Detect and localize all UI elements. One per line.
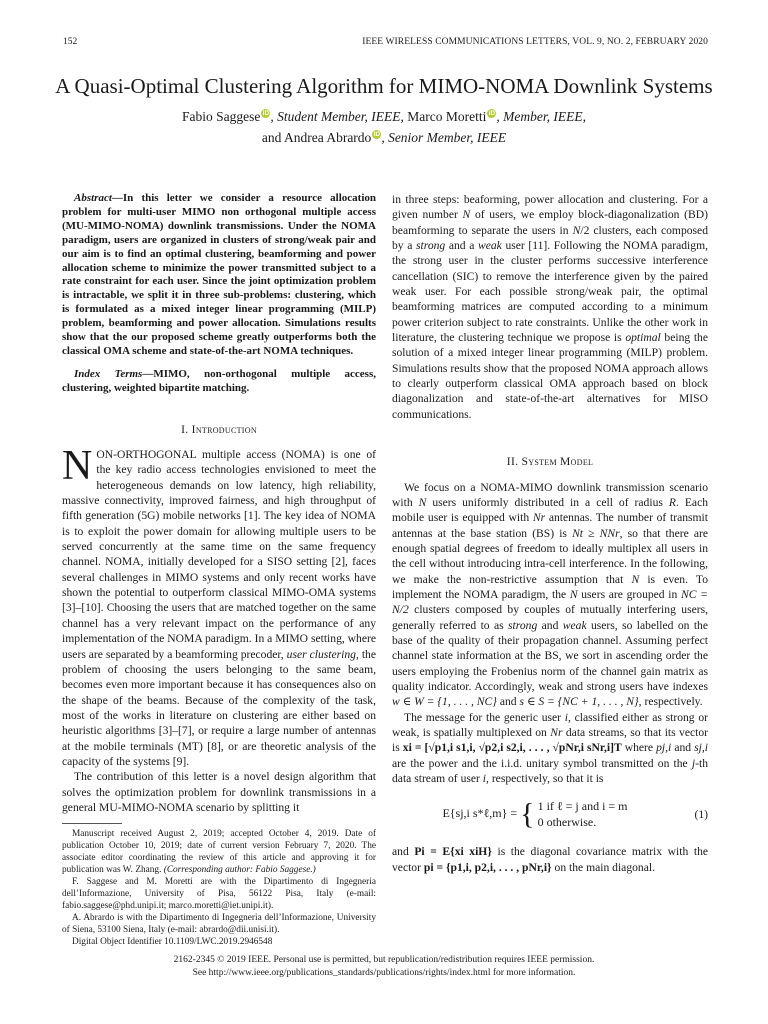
copyright-notice: 2162-2345 © 2019 IEEE. Personal use is permitted, but republication/redistribution requires IEEE permission. See http://www.ieee.org/publications_standards/publications/rights/index.html for more information. bbox=[173, 955, 595, 978]
author-name: Fabio Saggese bbox=[182, 109, 261, 124]
equation-number: (1) bbox=[694, 807, 708, 821]
right-column bbox=[392, 192, 708, 875]
section-heading-introduction: I. Introduction bbox=[181, 422, 257, 436]
system-model-paragraph: The message for the generic user i, classified either as strong or weak, is spatially multiplexed on Nr data streams, so that its vector is xi = [√p1,i s1,i, √p2,i s2,i, . . . , √pNr,i sNr,i]T where pj,i and sj,i are the power and the i.i.d. unitary symbol transmitted on the j-th data stream of user i, respectively, so that it is bbox=[392, 710, 709, 786]
equation-1 bbox=[392, 798, 708, 830]
orcid-icon[interactable]: iD bbox=[262, 110, 270, 117]
index-terms: Index Terms—MIMO, non-orthogonal multiple access, clustering, weighted bipartite matching. bbox=[62, 367, 376, 394]
author-membership: , Senior Member, IEEE bbox=[381, 130, 507, 145]
orcid-icon[interactable]: iD bbox=[373, 131, 381, 138]
author-name: Marco Moretti bbox=[403, 109, 487, 124]
system-model-paragraph: We focus on a NOMA-MIMO downlink transmission scenario with N users uniformly distributed in a cell of radius R. Each mobile user is equipped with Nr antennas. The number of transmit antennas at the base station (BS) is Nt ≥ NNr, so that there are enough spatial degrees of freedom to ideally multiplex all users in the cell without introducing intra-cell interference. In the following, we make the non-restrictive assumption that N is even. To implement the NOMA paradigm, the N users are grouped in NC = N/2 clusters composed by couples of mutually interfering users, generally referred to as strong and weak users, so labelled on the base of the quality of their propagation channel. Assuming perfect channel state information at the BS, we sort in ascending order the users employing the Frobenius norm of the channel gain matrix as quality indicator. Accordingly, weak and strong users have indexes w ∈ W = {1, . . . , NC} and s ∈ S = {NC + 1, . . . , N}, respectively. bbox=[392, 480, 709, 709]
paper-title: A Quasi-Optimal Clustering Algorithm for MIMO-NOMA Downlink Systems bbox=[55, 74, 713, 98]
abstract: Abstract—In this letter we consider a resource allocation problem for multi-user MIMO non orthogonal multiple access (MU-MIMO-NOMA) downlink transmissions. Under the NOMA paradigm, users are organized in clusters of strong/weak pair and our aim is to find an optimal clustering, beamforming and power allocation scheme to minimize the power transmitted subject to a rate constraint for each user. Since the joint optimization problem is intractable, we split it in three sub-problems: clustering, which is formulated as a mixed integer linear programming (MILP) problem, beamforming and power allocation. Simulations results show that the our proposed scheme greatly outperforms both the classical OMA scheme and state-of-the-art NOMA techniques. bbox=[62, 192, 376, 357]
author-membership: , Student Member, IEEE, bbox=[270, 109, 404, 124]
intro-paragraph: The contribution of this letter is a novel design algorithm that solves the optimization problem for downlink transmissions in a general MU-MIMO-NOMA scenario by splitting it bbox=[62, 770, 376, 814]
page-number: 152 bbox=[63, 37, 78, 47]
author-name: and Andrea Abrardo bbox=[261, 130, 372, 145]
footnote-rule bbox=[62, 823, 122, 824]
doi: Digital Object Identifier 10.1109/LWC.2019.2946548 bbox=[72, 937, 273, 947]
system-model-paragraph: and Pi = E{xi xiH} is the diagonal covariance matrix with the vector pi = {p1,i, p2,i, . . . , pNr,i} on the main diagonal. bbox=[392, 845, 709, 874]
author-list bbox=[0, 106, 768, 148]
journal-header: IEEE WIRELESS COMMUNICATIONS LETTERS, VOL. 9, NO. 2, FEBRUARY 2020 bbox=[362, 37, 708, 47]
equation-cases: 1 if ℓ = j and i = m 0 otherwise. bbox=[537, 799, 628, 830]
left-column bbox=[62, 192, 376, 815]
drop-cap: N bbox=[62, 443, 93, 490]
author-membership: , Member, IEEE, bbox=[496, 109, 586, 124]
section-heading-system-model: II. System Model bbox=[506, 455, 594, 469]
orcid-icon[interactable]: iD bbox=[488, 110, 496, 117]
intro-paragraph: NON-ORTHOGONAL multiple access (NOMA) is one of the key radio access technologies envisioned to meet the heterogeneous demands on low latency, high reliability, massive connectivity, improved fairness, and high throughput of fifth generation (5G) mobile networks [1]. The key idea of NOMA is to exploit the power domain for allowing multiple users to be served concurrently at the same time on the same frequency channel. NOMA, initially developed for a SISO setting [2], faces several challenges in MIMO systems and only recent works have shown the potential to outperform classical MIMO-OMA systems [3]–[10]. Choosing the users that are matched together on the same channel has a very relevant impact on the performance of any implementation of the NOMA paradigm. In a MIMO setting, where users are separated by a beamforming precoder, user clustering, the problem of choosing the users belonging to the same beam, becomes even more important because it has consequences also on the shape of the beams. Because of the complexity of the task, most of the works in literature on clustering are either based on heuristic algorithms [3]–[7], or require a large number of antennas at the mobile terminals (MT) [8], or are theoretic analysis of the capacity of the systems [9]. bbox=[62, 443, 376, 768]
footnotes: Manuscript received August 2, 2019; accepted October 4, 2019. Date of publication October 10, 2019; date of current version February 7, 2020. The associate editor coordinating the review of this article and approving it for publication was W. Zhang. (Corresponding author: Fabio Saggese.) F. Saggese and M. Moretti are with the Dipartimento di Ingegneria dell’Informazione, University of Pisa, 56122 Pisa, Italy (e-mail: fabio.saggese@phd.unipi.it; marco.moretti@iet.unipi.it). A. Abrardo is with the Dipartimento di Ingegneria dell’Informazione, University of Siena, 53100 Siena, Italy (e-mail: abrardo@dii.unisi.it). Digital Object Identifier 10.1109/LWC.2019.2946548 bbox=[62, 829, 376, 947]
equation-lhs: E{sj,i s*ℓ,m} = bbox=[442, 806, 518, 821]
left-brace: { bbox=[520, 797, 535, 831]
intro-paragraph: in three steps: beaforming, power allocation and clustering. For a given number N of users, we employ block-diagonalization (BD) beamforming to separate the users in N/2 clusters, each composed by a strong and a weak user [11]. Following the NOMA paradigm, the strong user in the cluster performs successive interference cancellation (SIC) to remove the interference given by the paired weak user. For each possible strong/weak pair, the optimal beamforming matrices are computed according to a minimum power criterion subject to rate constraints. Unlike the other work in literature, the clustering technique we propose is optimal being the solution of a mixed integer linear programming (MILP) problem. Simulations results show that the proposed NOMA approach allows to clearly outperform classical OMA approach based on block diagonalization and state-of-the-art alternatives for MISO communications. bbox=[392, 193, 709, 421]
